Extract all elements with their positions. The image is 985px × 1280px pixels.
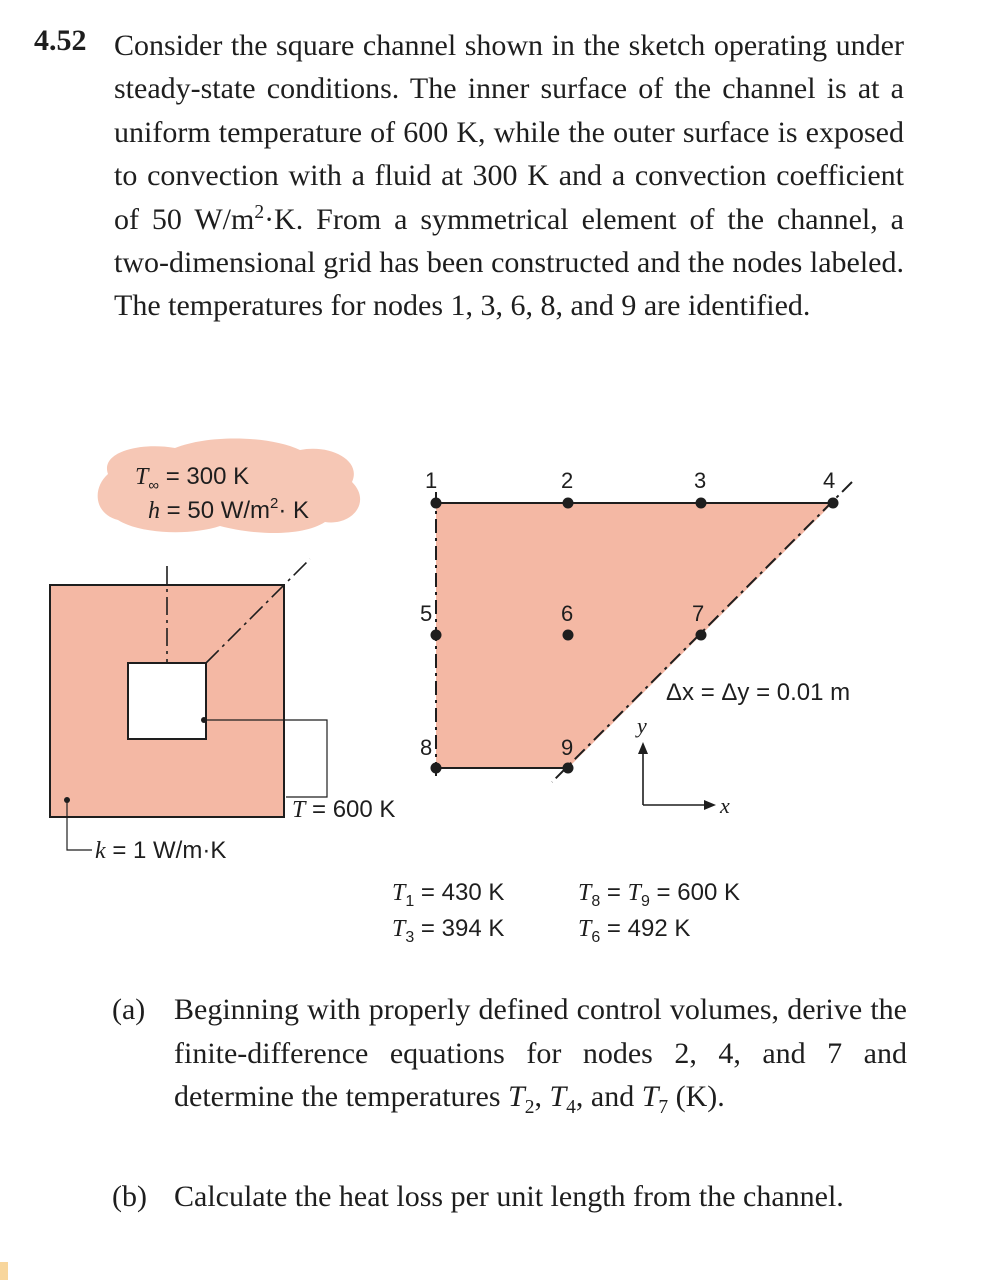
- node-3: [696, 498, 707, 509]
- node-8: [431, 763, 442, 774]
- subscript-4: 4: [566, 1097, 576, 1118]
- node-7: [696, 630, 707, 641]
- superscript-2: 2: [254, 201, 265, 223]
- unit-k: (K).: [668, 1080, 725, 1113]
- subscript-7: 7: [658, 1097, 669, 1118]
- given-t3: $T_3 = 394$ K: [392, 915, 505, 946]
- y-axis-arrow: [638, 742, 648, 754]
- node-2: [563, 498, 574, 509]
- node-label-3: 3: [694, 468, 707, 493]
- symbol-t4: T: [549, 1080, 567, 1113]
- part-a-label: (a): [112, 993, 146, 1026]
- inner-cavity: [128, 663, 206, 739]
- node-6: [563, 630, 574, 641]
- node-label-5: 5: [420, 601, 433, 626]
- symmetric-element: [436, 503, 833, 768]
- problem-text-part1: Consider the square channel shown in the sketch operating under steady-state conditions. The inner surface of the channel is at a uniform temperature of 600 K, while the outer surface is exposed to convection with a fluid at 300 K and a convection coefficient of 50 W/m: [114, 29, 904, 236]
- node-5: [431, 630, 442, 641]
- node-label-6: 6: [561, 601, 574, 626]
- channel-figure: [0, 430, 985, 960]
- problem-text-part2: ·K. From a symmetrical element of the channel, a two-dimensional grid has been constructed and the nodes labeled. The temperatures for nodes 1, 3, 6, 8, and 9 are identified.: [114, 202, 904, 323]
- part-b-label: (b): [112, 1180, 147, 1213]
- part-a-text: [174, 988, 907, 1119]
- separator-2: , and: [575, 1080, 642, 1113]
- y-axis-label: y: [637, 713, 647, 738]
- node-label-9: 9: [561, 735, 574, 760]
- page-edge-mark: [0, 1262, 8, 1280]
- grid-spacing-label: Δx = Δy = 0.01 m: [666, 679, 851, 706]
- node-1: [431, 498, 442, 509]
- given-t1: $T_1 = 430$ K: [392, 879, 505, 910]
- node-label-7: 7: [692, 601, 705, 626]
- convection-coefficient-label: h = 50 $W/m^2\cdot K$: [148, 495, 310, 524]
- symbol-t2: T: [508, 1080, 525, 1113]
- subscript-2: 2: [524, 1097, 535, 1118]
- node-9: [563, 763, 574, 774]
- x-axis-arrow: [704, 800, 716, 810]
- part-a-body: Beginning with properly defined control volumes, derive the finite-difference equations for nodes 2, 4, and 7 and determine the temperatures: [174, 993, 907, 1113]
- given-t6: $T_6 = 492$ K: [578, 915, 691, 946]
- inner-temperature-label: T = 600 K: [292, 796, 396, 823]
- x-axis-label: x: [720, 793, 730, 818]
- conductivity-label: k = 1 W/m·K: [95, 837, 227, 864]
- separator-1: ,: [534, 1080, 550, 1113]
- node-label-1: 1: [425, 468, 438, 493]
- fluid-temperature-label: $T_\infty = 300$ K: [135, 463, 250, 494]
- node-label-2: 2: [561, 468, 574, 493]
- symbol-t7: T: [641, 1080, 659, 1113]
- part-b-text: Calculate the heat loss per unit length from the channel.: [174, 1180, 844, 1213]
- node-4: [828, 498, 839, 509]
- problem-number: 4.52: [34, 24, 87, 57]
- problem-statement: [114, 24, 904, 328]
- given-t8-t9: $T_8 = T_9 = 600$ K: [578, 879, 740, 910]
- node-label-8: 8: [420, 735, 433, 760]
- node-label-4: 4: [823, 468, 836, 493]
